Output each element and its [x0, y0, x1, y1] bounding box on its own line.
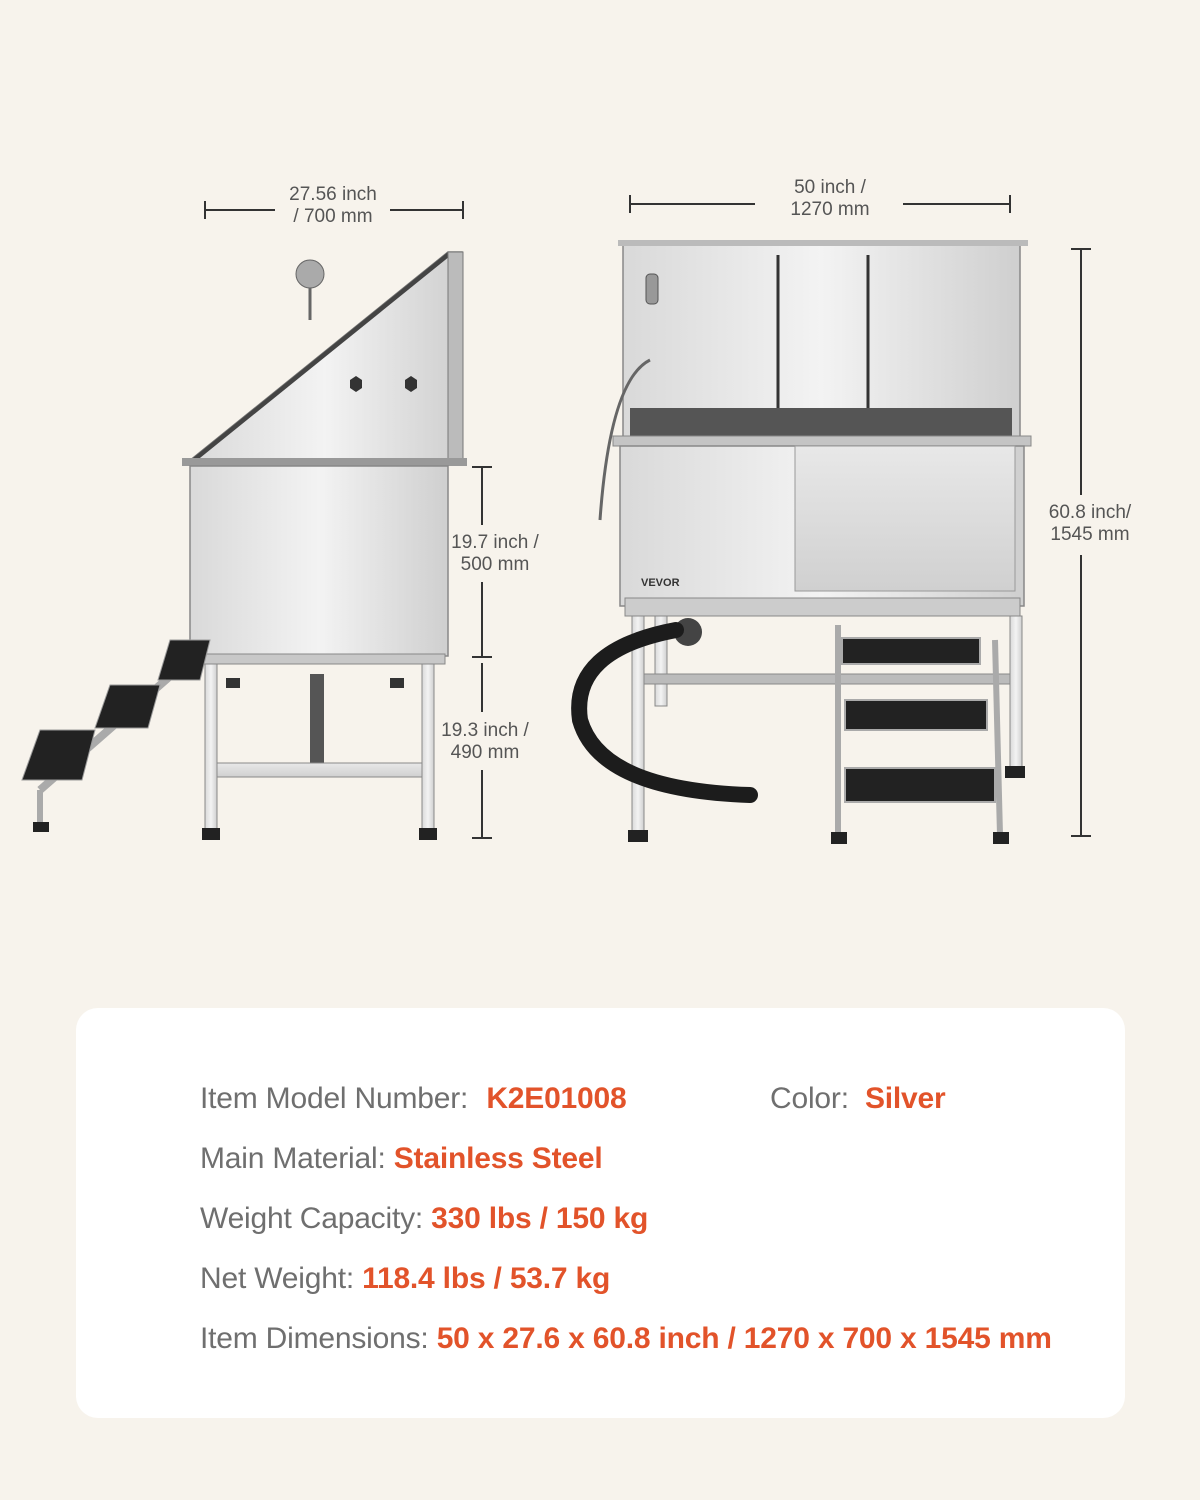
spec-model-value: K2E01008	[486, 1082, 627, 1115]
front-width-label: 50 inch / 1270 mm	[790, 177, 870, 220]
spec-capacity	[200, 1202, 648, 1236]
side-view-steps	[22, 640, 210, 832]
spec-color	[770, 1082, 946, 1116]
spec-capacity-value: 330 lbs / 150 kg	[431, 1202, 649, 1235]
front-view-steps	[831, 625, 1009, 844]
leg-height-label: 19.3 inch / 490 mm	[441, 720, 529, 763]
spec-model-label: Item Model Number:	[200, 1082, 469, 1115]
spec-card	[76, 1008, 1125, 1418]
spec-capacity-label: Weight Capacity:	[200, 1202, 424, 1235]
spec-net-weight-label: Net Weight:	[200, 1262, 354, 1295]
spec-dimensions-value: 50 x 27.6 x 60.8 inch / 1270 x 700 x 1545 mm	[436, 1322, 1052, 1355]
spec-material	[200, 1142, 603, 1176]
side-width-label: 27.56 inch / 700 mm	[289, 184, 377, 227]
tub-height-label: 19.7 inch / 500 mm	[451, 532, 539, 575]
front-view-tub	[600, 240, 1031, 616]
spec-model	[200, 1082, 627, 1116]
spec-material-label: Main Material:	[200, 1142, 386, 1175]
spec-dimensions-label: Item Dimensions:	[200, 1322, 429, 1355]
spec-color-label: Color:	[770, 1082, 849, 1115]
spec-color-value: Silver	[864, 1082, 946, 1115]
side-view-tub	[182, 252, 467, 840]
spec-dimensions	[200, 1322, 1052, 1356]
spec-net-weight	[200, 1262, 610, 1296]
total-height-label: 60.8 inch/ 1545 mm	[1048, 502, 1132, 545]
spec-net-weight-value: 118.4 lbs / 53.7 kg	[362, 1262, 611, 1295]
spec-material-value: Stainless Steel	[393, 1142, 603, 1175]
brand-logo: VEVOR	[641, 577, 680, 589]
